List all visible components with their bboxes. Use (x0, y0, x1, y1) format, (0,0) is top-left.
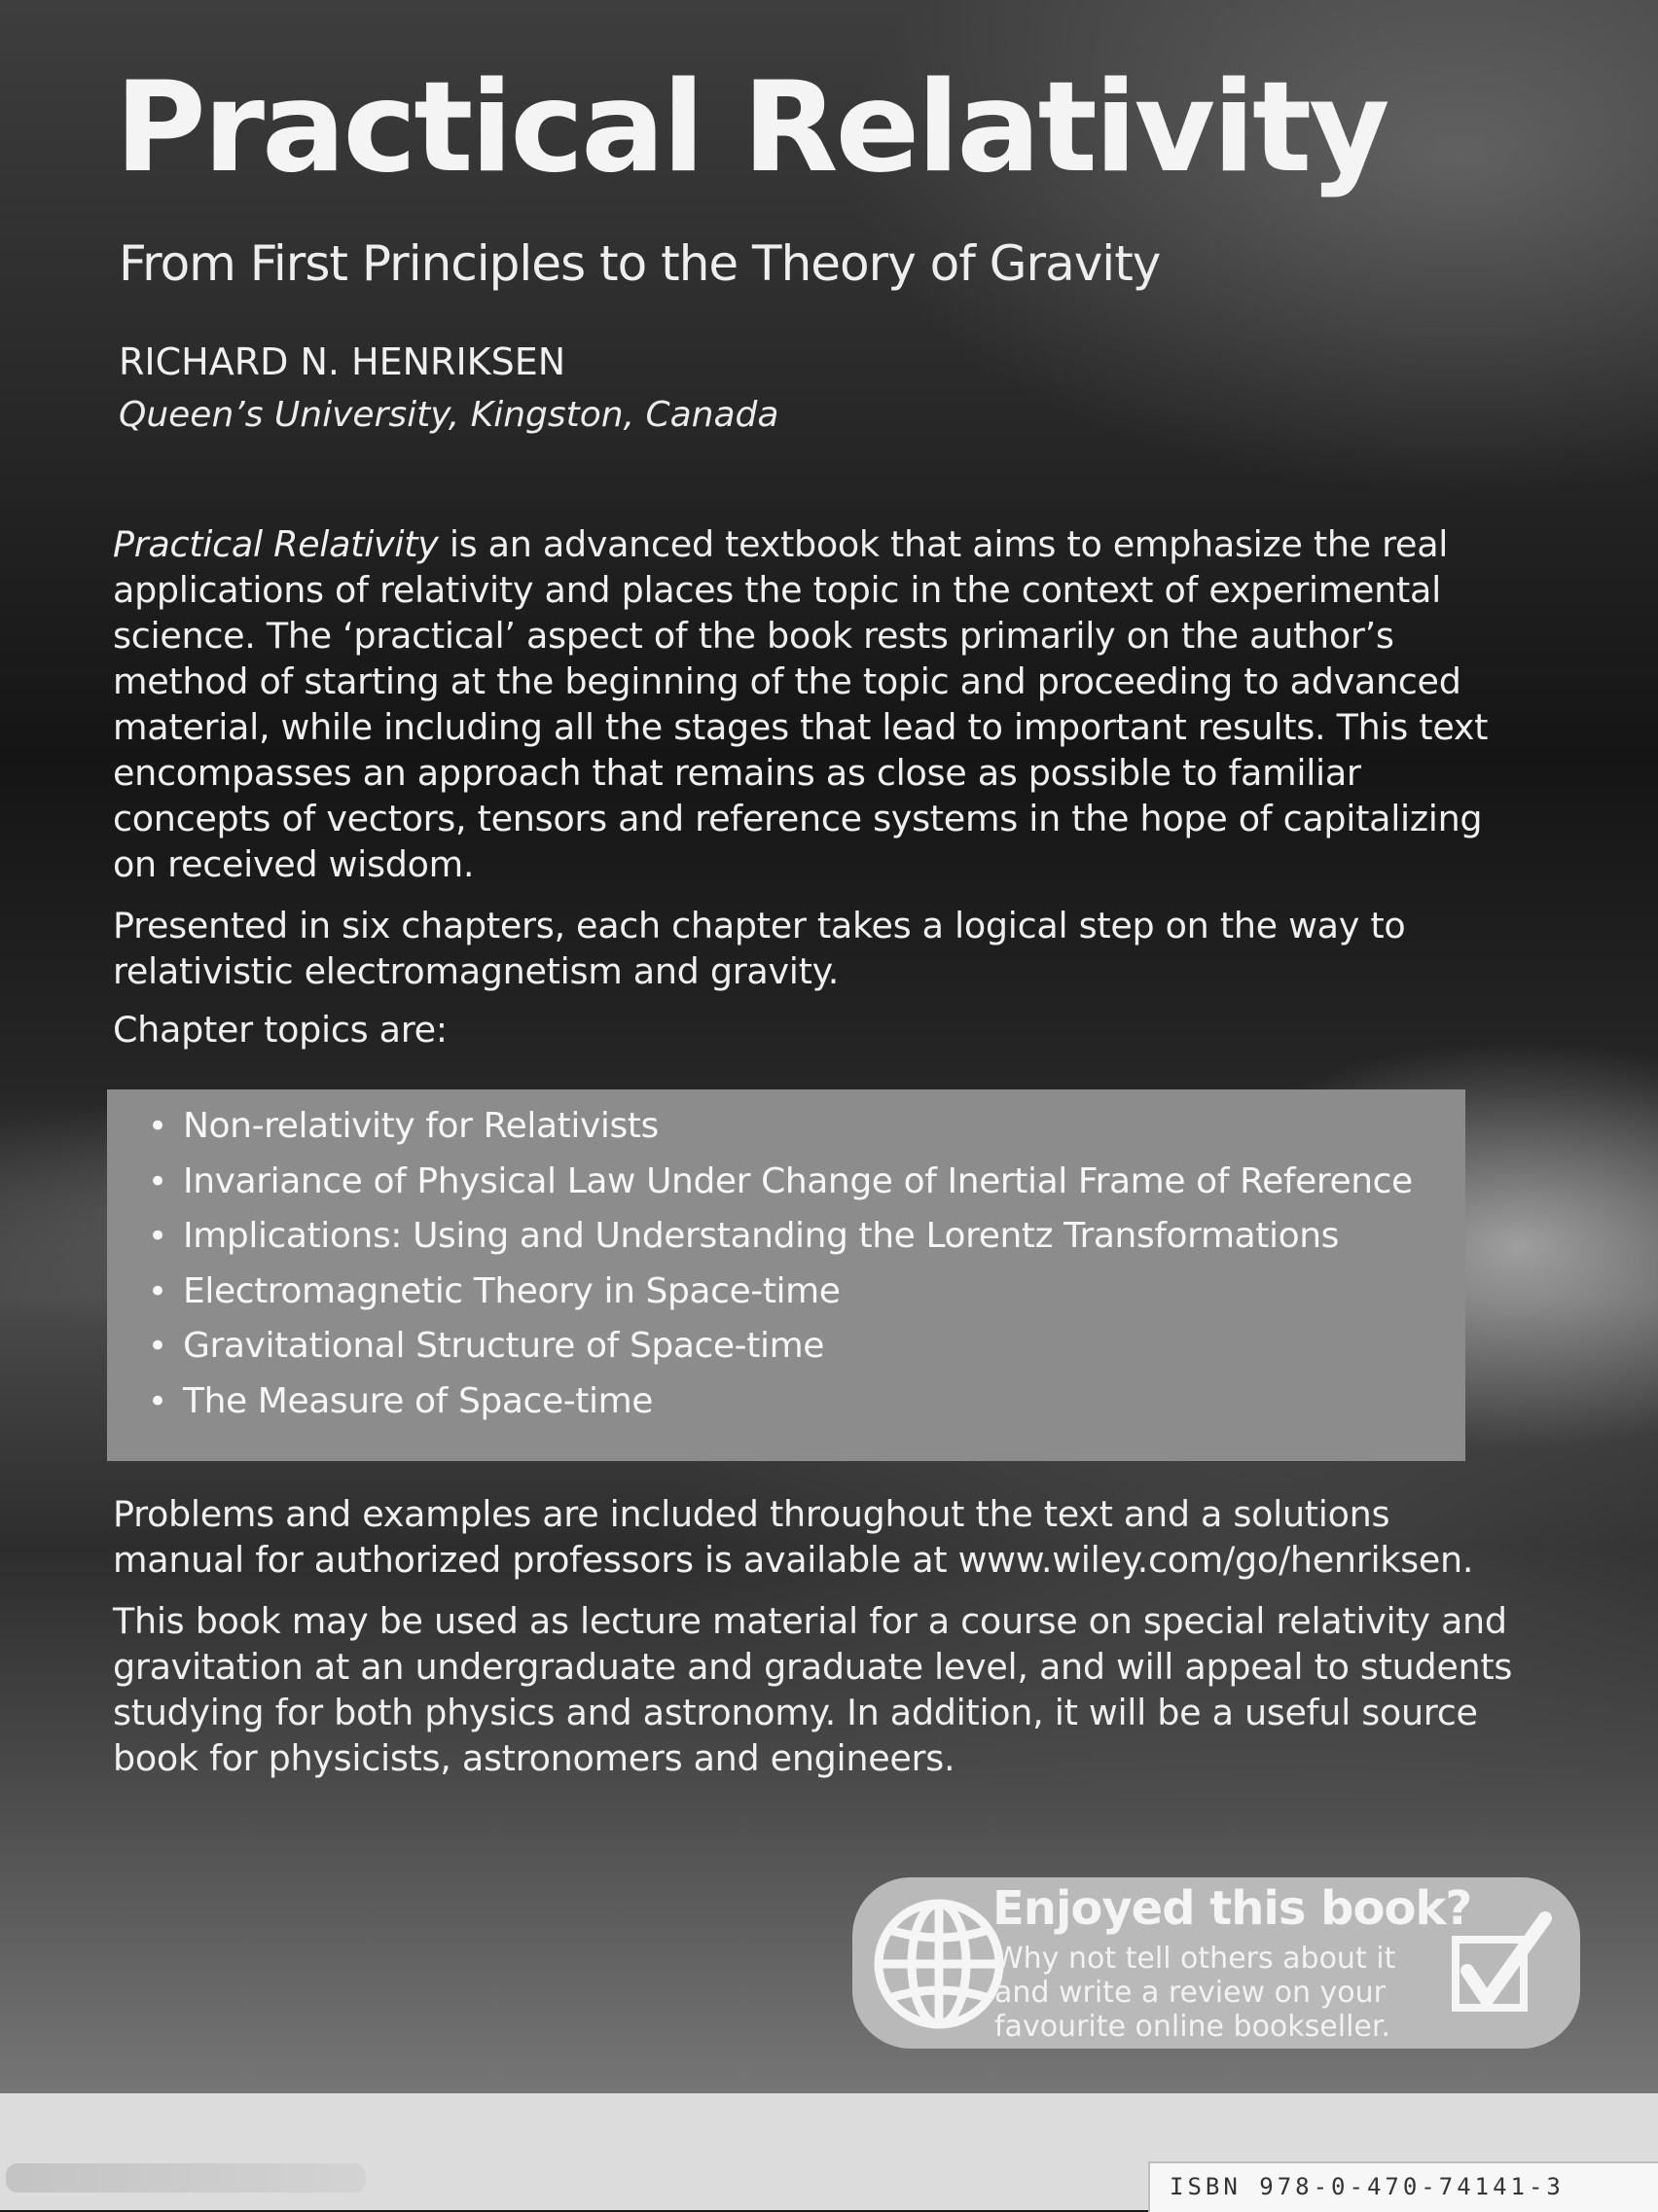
bullet-icon: • (148, 1217, 167, 1257)
isbn-label (1148, 2161, 1658, 2212)
chapter-topic-label: Electromagnetic Theory in Space-time (183, 1270, 841, 1311)
chapter-topic-label: The Measure of Space-time (183, 1380, 654, 1421)
bullet-icon: • (148, 1161, 167, 1201)
bullet-icon: • (148, 1381, 167, 1421)
description-paragraph-2: Presented in six chapters, each chapter takes a logical step on the way to relativistic electromagnetism and gravity. (113, 905, 1406, 992)
inline-book-title: Practical Relativity (113, 523, 439, 565)
chapter-topic-item (148, 1099, 1413, 1155)
background-scrap (6, 2163, 366, 2193)
chapter-topics-list (148, 1099, 1413, 1430)
review-badge-text: Why not tell others about it and write a review on your favourite online bookseller. (994, 1942, 1396, 2044)
description-paragraph-1 (113, 521, 1495, 887)
review-badge-heading: Enjoyed this book? (992, 1881, 1472, 1936)
bullet-icon: • (148, 1327, 167, 1367)
chapter-topic-item (148, 1265, 1413, 1320)
bullet-icon: • (148, 1271, 167, 1311)
author-affiliation: Queen’s University, Kingston, Canada (119, 395, 779, 435)
isbn-text: ISBN 978-0-470-74141-3 (1170, 2173, 1565, 2200)
bottom-strip (0, 2093, 1658, 2210)
chapter-topic-item (148, 1155, 1413, 1210)
chapter-topic-label: Implications: Using and Understanding the Lorentz Transformations (183, 1216, 1339, 1257)
chapter-topics-intro: Chapter topics are: (113, 1009, 448, 1051)
chapter-topic-item (148, 1319, 1413, 1374)
description-paragraph-1-text: is an advanced textbook that aims to emphasize the real applications of relativity and places the topic in the context of experimental science. The ‘practical’ aspect of the book rests primarily on the author’s method of starting at the beginning of the topic and proceeding to advanced material, while including all the stages that lead to important results. This text encompasses an approach that remains as close as possible to familiar concepts of vectors, tensors and reference systems in the hope of capitalizing on received wisdom. (113, 523, 1489, 885)
book-title: Practical Relativity (115, 55, 1388, 200)
chapter-topic-label: Non-relativity for Relativists (183, 1106, 659, 1146)
chapter-topic-label: Gravitational Structure of Space-time (183, 1326, 824, 1367)
globe-icon (866, 1891, 1012, 2037)
checkbox-checked-icon (1446, 1910, 1553, 2017)
description-paragraph-problems: Problems and examples are included throughout the text and a solutions manual for authorized professors is available at www.wiley.com/go/henriksen. (113, 1493, 1474, 1581)
bullet-icon: • (148, 1107, 167, 1146)
description-paragraph-audience: This book may be used as lecture material for a course on special relativity and gravitation at an undergraduate and graduate level, and will appeal to students studying for both physics and astronomy. In addition, it will be a useful source book for physicists, astronomers and engineers. (113, 1600, 1513, 1779)
chapter-topic-item (148, 1209, 1413, 1265)
chapter-topic-label: Invariance of Physical Law Under Change of Inertial Frame of Reference (183, 1160, 1413, 1201)
chapter-topic-item (148, 1374, 1413, 1430)
book-subtitle: From First Principles to the Theory of Gravity (119, 235, 1161, 292)
author-name: RICHARD N. HENRIKSEN (119, 340, 566, 383)
chapter-topics-box (107, 1089, 1465, 1461)
review-badge (852, 1877, 1580, 2049)
